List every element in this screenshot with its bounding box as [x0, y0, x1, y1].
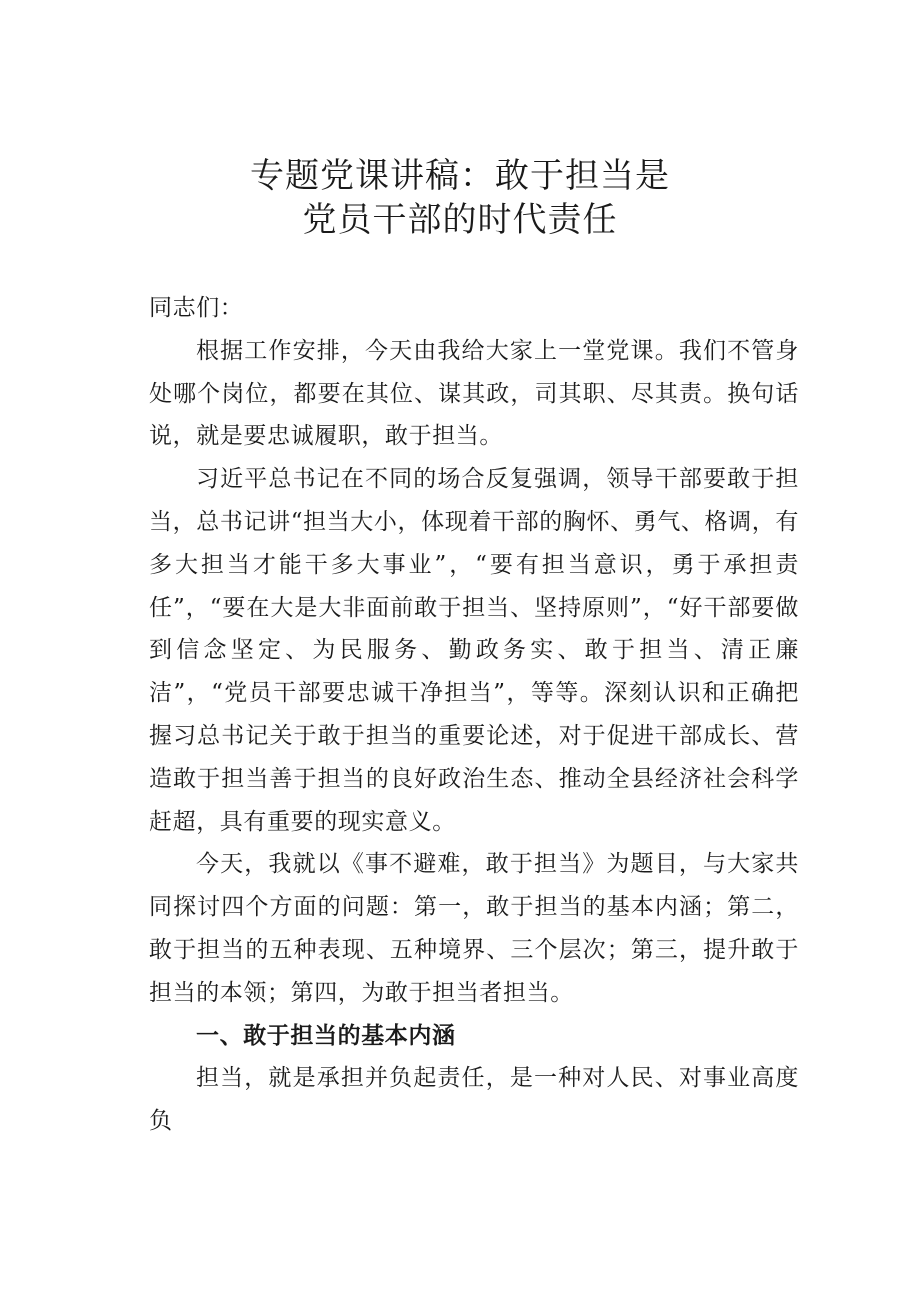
paragraph-1: 根据工作安排，今天由我给大家上一堂党课。我们不管身处哪个岗位，都要在其位、谋其政，司其职、尽其责。换句话说，就是要忠诚履职，敢于担当。: [149, 337, 799, 450]
paragraph-3: 今天，我就以《事不避难，敢于担当》为题目，与大家共同探讨四个方面的问题：第一，敢于担当的基本内涵；第二，敢于担当的五种表现、五种境界、三个层次；第三，提升敢于担当的本领；第四，为敢于担当者担当。: [149, 851, 799, 1006]
section-heading: 一、敢于担当的基本内涵: [196, 1022, 456, 1049]
paragraph-2: 习近平总书记在不同的场合反复强调，领导干部要敢于担当，总书记讲“担当大小，体现着干部的胸怀、勇气、格调，有多大担当才能干多大事业”，“要有担当意识，勇于承担责任”，“要在大是大非面前敢于担当、坚持原则”，“好干部要做到信念坚定、为民服务、勤政务实、敢于担当、清正廉洁”，“党员干部要忠诚干净担当”，等等。深刻认识和正确把握习总书记关于敢于担当的重要论述，对于促进干部成长、营造敢于担当善于担当的良好政治生态、推动全县经济社会科学赶超，具有重要的现实意义。: [149, 466, 799, 835]
document-title-line-1: 专题党课讲稿：敢于担当是: [250, 156, 670, 196]
document-body: [149, 287, 799, 1143]
paragraph-4: 担当，就是承担并负起责任，是一种对人民、对事业高度负: [149, 1065, 799, 1135]
document-title-line-2: 党员干部的时代责任: [302, 200, 618, 240]
salutation: 同志们：: [149, 295, 244, 321]
